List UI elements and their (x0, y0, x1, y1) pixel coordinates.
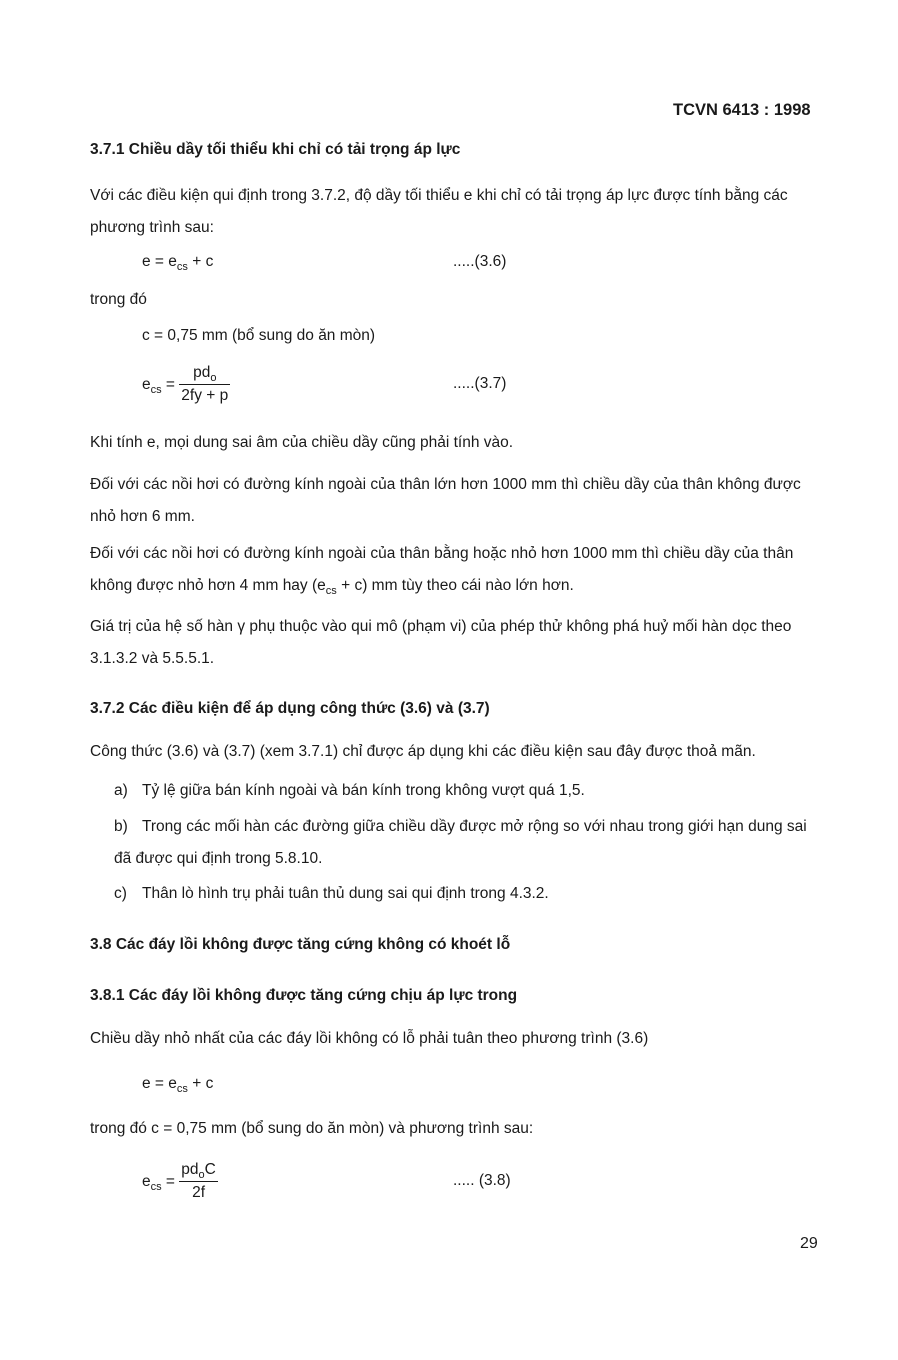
section-heading-3-7-1: 3.7.1 Chiều dầy tối thiểu khi chỉ có tải trọng áp lực (90, 141, 461, 158)
where-paragraph-3-8-1: trong đó c = 0,75 mm (bổ sung do ăn mòn) và phương trình sau: (90, 1120, 534, 1137)
section-heading-3-8: 3.8 Các đáy lồi không được tăng cứng không có khoét lỗ (90, 936, 511, 953)
paragraph-intro-3-7-2: Công thức (3.6) và (3.7) (xem 3.7.1) chỉ được áp dụng khi các điều kiện sau đây được thoả mãn. (90, 743, 756, 760)
list-item-marker: a) (114, 782, 128, 799)
list-item: b) Trong các mối hàn các đường giữa chiều dầy được mở rộng so với nhau trong giới hạn dung sai đã được qui định trong 5.8.10. (114, 811, 820, 875)
list-item-marker: b) (114, 818, 128, 835)
paragraph-min-thickness-6mm: Đối với các nồi hơi có đường kính ngoài của thân lớn hơn 1000 mm thì chiều dầy của thân không được nhỏ hơn 6 mm. (90, 476, 801, 525)
section-heading-3-7-2: 3.7.2 Các điều kiện để áp dụng công thức (3.6) và (3.7) (90, 700, 490, 717)
equation-label-3-7: .....(3.7) (453, 375, 507, 392)
list-item-marker: c) (114, 885, 127, 902)
equation-3-8: $e_{cs}$ = $\frac{pd_oC}{2f}$ (142, 1161, 216, 1201)
paragraph-intro-3-7-1: Với các điều kiện qui định trong 3.7.2, độ dầy tối thiểu e khi chỉ có tải trọng áp lực được tính bằng các phương trình sau: (90, 187, 788, 236)
section-heading-3-8-1: 3.8.1 Các đáy lồi không được tăng cứng chịu áp lực trong (90, 987, 518, 1004)
equation-3-7: $e_{cs}$ = $\frac{pd_o}{2fy + p}$ (142, 364, 229, 404)
page-number: 29 (800, 1235, 818, 1252)
paragraph-min-thickness-4mm: Đối với các nồi hơi có đường kính ngoài của thân bằng hoặc nhỏ hơn 1000 mm thì chiều dầy của thân không được nhỏ hơn 4 mm hay $(e_{cs} + c)$ mm tùy theo cái nào lớn hơn. (90, 545, 794, 597)
paragraph-negative-tolerance: Khi tính e, mọi dung sai âm của chiều dầy cũng phải tính vào. (90, 434, 514, 451)
equation-thickness: $e = e_{cs} + c$ (142, 1075, 214, 1095)
corrosion-allowance-definition: c = 0,75 mm (bổ sung do ăn mòn) (142, 327, 376, 344)
paragraph-intro-3-8-1: Chiều dầy nhỏ nhất của các đáy lồi không có lỗ phải tuân theo phương trình (3.6) (90, 1030, 649, 1047)
list-item: Tỷ lệ giữa bán kính ngoài và bán kính trong không vượt quá 1,5. (142, 782, 585, 799)
equation-3-6: $e = e_{cs} + c$ (142, 253, 214, 273)
standard-header: TCVN 6413 : 1998 (673, 101, 811, 119)
paragraph-weld-factor: Giá trị của hệ số hàn γ phụ thuộc vào qui mô (phạm vi) của phép thử không phá huỷ mối hàn dọc theo 3.1.3.2 và 5.5.5.1. (90, 618, 792, 667)
list-item: Thân lò hình trụ phải tuân thủ dung sai qui định trong 4.3.2. (142, 885, 549, 902)
equation-label-3-6: .....(3.6) (453, 253, 507, 270)
fraction: $\frac{pd_o}{2fy + p}$ (181, 364, 229, 404)
fraction: $\frac{pd_oC}{2f}$ (181, 1161, 216, 1201)
equation-label-3-8: ..... (3.8) (453, 1172, 511, 1189)
where-label: trong đó (90, 291, 147, 308)
